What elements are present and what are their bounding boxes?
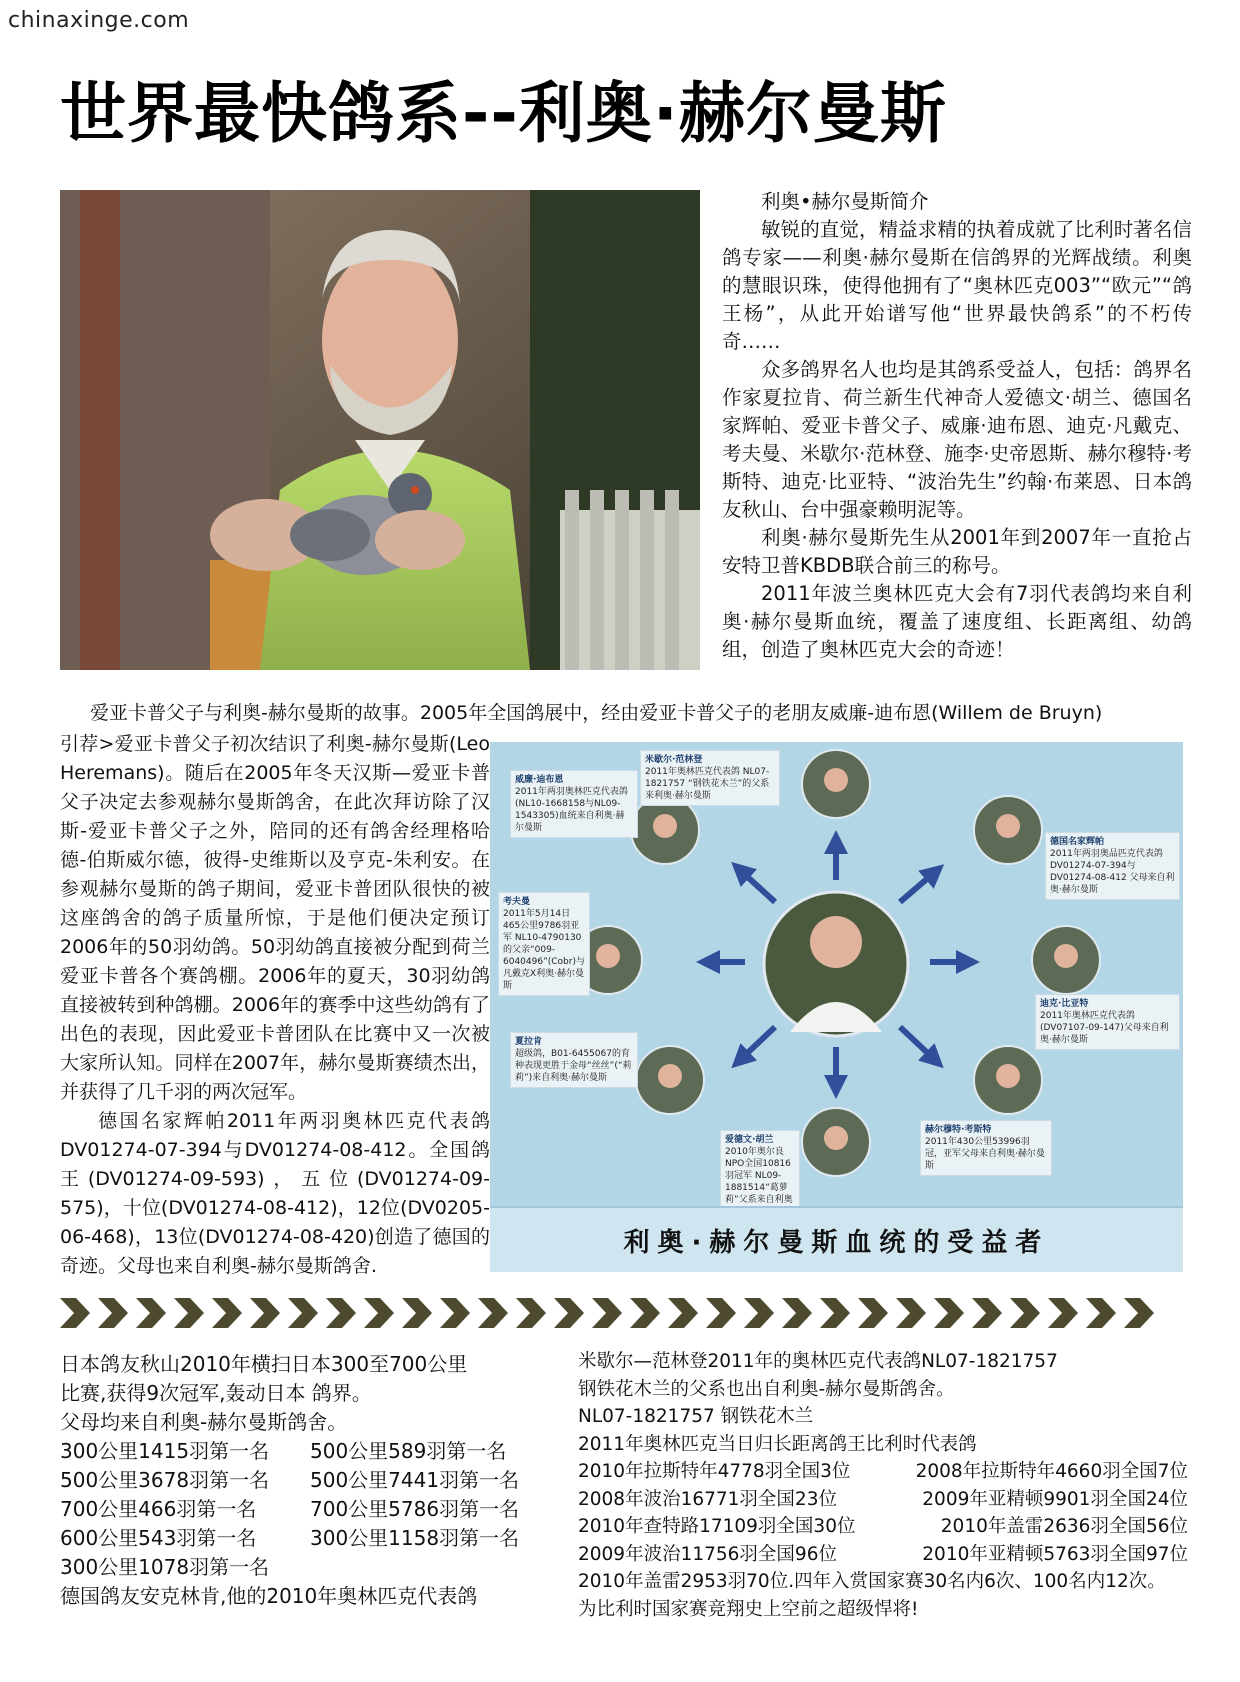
node-label: 迪克·比亚特 2011年奥林匹克代表鸽 (DV07107-09-147)父母来自利奥·赫尔曼斯 [1035, 994, 1180, 1050]
chevron-shape [858, 1298, 888, 1328]
akiyama-section [60, 1350, 560, 1611]
watermark: chinaxinge.com [8, 8, 190, 33]
node-label: 考夫曼 2011年5月14日465公里9786羽亚军 NL10-4790130的父亲“009-6040496”(Cobr)与凡戴克X利奥·赫尔曼斯 [498, 892, 590, 996]
record-row: 2009年波治11756羽全国96位 2010年亚精顿5763羽全国97位 [578, 1543, 1188, 1565]
akiyama-line: 父母均来自利奥-赫尔曼斯鸽舍。 [60, 1410, 348, 1434]
record-row: 500公里3678羽第一名 500公里7441羽第一名 [60, 1468, 520, 1492]
story-lead: 爱亚卡普父子与利奥-赫尔曼斯的故事。2005年全国鸽展中，经由爱亚卡普父子的老朋友威廉-迪布恩(Willem de Bruyn) [90, 702, 1103, 724]
chevron-shape [516, 1298, 546, 1328]
michel-tail: 为比利时国家赛竞翔史上空前之超级悍将! [578, 1598, 919, 1620]
chevron-shape [326, 1298, 356, 1328]
michel-tail: 2010年盖雷2953羽70位.四年入赏国家赛30名内6次、100名内12次。 [578, 1571, 1166, 1592]
chevron-shape [288, 1298, 318, 1328]
michel-line: NL07-1821757 钢铁花木兰 [578, 1406, 814, 1427]
node-label: 爱德文·胡兰 2010年奥尔良NPO全国10816羽冠军 NL09-1881514“葛萝莉”父系来自利奥 [720, 1130, 800, 1222]
chevron-shape [364, 1298, 394, 1328]
intro-paragraph: 2011年波兰奥林匹克大会有7羽代表鸽均来自利奥·赫尔曼斯血统，覆盖了速度组、长距离组、幼鸽组，创造了奥林匹克大会的奇迹！ [722, 582, 1192, 661]
node-label: 夏拉肯 超级鸽，B01-6455067的育种表现更胜于金母“丝丝”(“莉莉”)来自利奥·赫尔曼斯 [510, 1032, 638, 1088]
intro-paragraph: 敏锐的直觉，精益求精的执着成就了比利时著名信鸽专家——利奥·赫尔曼斯在信鸽界的光辉战绩。利奥的慧眼识珠，使得他拥有了“奥林匹克003”“欧元”“鸽王杨”，从此开始谱写他“世界最快鸽系”的不朽传奇…… [722, 218, 1192, 353]
record-row: 600公里543羽第一名 300公里1158羽第一名 [60, 1526, 520, 1550]
record-row: 2008年波治16771羽全国23位 2009年亚精顿9901羽全国24位 [578, 1488, 1188, 1510]
node-label: 威廉·迪布恩 2011年两羽奥林匹克代表鸽(NL10-1668158与NL09-1543305)血统来自利奥·赫尔曼斯 [510, 770, 638, 838]
record-row: 700公里466羽第一名 700公里5786羽第一名 [60, 1497, 520, 1521]
chevron-shape [668, 1298, 698, 1328]
chevron-shape [1086, 1298, 1116, 1328]
chevron-shape [478, 1298, 508, 1328]
akiyama-footer: 德国鸽友安克林肯,他的2010年奥林匹克代表鸽 [60, 1584, 478, 1608]
michel-line: 2011年奥林匹克当日归长距离鸽王比利时代表鸽 [578, 1433, 977, 1455]
chevron-divider [60, 1298, 1180, 1328]
chevron-shape [1048, 1298, 1078, 1328]
chevron-shape [402, 1298, 432, 1328]
node-label: 赫尔穆特·考斯特 2011年430公里53996羽冠，亚军父母来自利奥·赫尔曼斯 [920, 1120, 1052, 1176]
story-paragraph: 引荐>爱亚卡普父子初次结识了利奥-赫尔曼斯(Leo Heremans)。随后在2005年冬天汉斯—爱亚卡普父子决定去参观赫尔曼斯鸽舍，在此次拜访除了汉斯-爱亚卡普父子之外，陪同的还有鸽舍经理格哈德-伯斯威尔德，彼得-史维斯以及亨克-朱利安。在参观赫尔曼斯的鸽子期间，爱亚卡普团队很快的被这座鸽舍的鸽子质量所惊，于是他们便决定预订2006年的50羽幼鸽。50羽幼鸽直接被分配到荷兰爱亚卡普各个赛鸽棚。2006年的夏天，30羽幼鸽直接被转到种鸽棚。2006年的赛季中这些幼鸽有了出色的表现，因此爱亚卡普团队在比赛中又一次被大家所认知。同样在2007年，赫尔曼斯赛绩杰出，并获得了几千羽的两次冠军。 [60, 733, 490, 1103]
chevron-shape [744, 1298, 774, 1328]
akiyama-line: 比赛,获得9次冠军,轰动日本 鸽界。 [60, 1381, 372, 1405]
akiyama-line: 日本鸽友秋山2010年横扫日本300至700公里 [60, 1352, 468, 1376]
page-title: 世界最快鸽系--利奥·赫尔曼斯 [60, 75, 947, 152]
chevron-shape [174, 1298, 204, 1328]
intro-paragraph: 利奥·赫尔曼斯先生从2001年到2007年一直抢占安特卫普KBDB联合前三的称号。 [722, 526, 1192, 577]
chevron-shape [782, 1298, 812, 1328]
beneficiaries-diagram [490, 742, 1183, 1272]
record-row: 2010年拉斯特年4778羽全国3位 2008年拉斯特年4660羽全国7位 [578, 1461, 1188, 1482]
record-row: 300公里1415羽第一名 500公里589羽第一名 [60, 1439, 507, 1463]
node-label: 米歇尔·范林登 2011年奥林匹克代表鸽 NL07-1821757 “钢铁花木兰”的父系来利奥·赫尔曼斯 [640, 750, 780, 806]
chevron-shape [98, 1298, 128, 1328]
intro-heading: 利奥•赫尔曼斯简介 [761, 190, 929, 213]
intro-paragraph: 众多鸽界名人也均是其鸽系受益人，包括：鸽界名作家夏拉肯、荷兰新生代神奇人爱德文·胡兰、德国名家辉帕、爱亚卡普父子、威廉·迪布恩、迪克·凡戴克、考夫曼、米歇尔·范林登、施李·史帝恩斯、赫尔穆特·考斯特、迪克·比亚特、“波治先生”约翰·布莱恩、日本鸽友秋山、台中强豪赖明泥等。 [722, 358, 1192, 521]
story-section [60, 730, 490, 1281]
record-row: 2010年查特路17109羽全国30位 2010年盖雷2636羽全国56位 [578, 1516, 1188, 1537]
chevron-shape [592, 1298, 622, 1328]
node-label: 德国名家辉帕 2011年两羽奥品匹克代表鸽 DV01274-07-394与DV01274-08-412 父母来自利奥·赫尔曼斯 [1045, 832, 1180, 900]
story-paragraph-2: 德国名家辉帕2011年两羽奥林匹克代表鸽DV01274-07-394与DV01274-08-412。全国鸽王(DV01274-09-593)，五位(DV01274-09-575)，十位(DV01274-08-412)，12位(DV0205-06-468)，13位(DV01274-08-420)创造了德国的奇迹。父母也来自利奥-赫尔曼斯鸽舍. [60, 1110, 490, 1277]
chevron-shape [1124, 1298, 1154, 1328]
chevron-shape [212, 1298, 242, 1328]
portrait-photo [60, 190, 700, 670]
chevron-shape [630, 1298, 660, 1328]
portrait-illustration [60, 190, 700, 670]
chevron-shape [896, 1298, 926, 1328]
arrow-down-right [900, 1027, 935, 1060]
diagram-caption: 利奥·赫尔曼斯血统的受益者 [490, 1206, 1183, 1272]
chevron-shape [972, 1298, 1002, 1328]
chevron-shape [706, 1298, 736, 1328]
chevron-shape [934, 1298, 964, 1328]
chevron-shape [554, 1298, 584, 1328]
chevron-shape [440, 1298, 470, 1328]
arrow-up-right [900, 872, 935, 902]
chevron-shape [250, 1298, 280, 1328]
chevron-shape [136, 1298, 166, 1328]
arrow-up-left [740, 870, 775, 902]
chevron-shape [1010, 1298, 1040, 1328]
michel-section [578, 1348, 1188, 1623]
michel-line: 钢铁花木兰的父系也出自利奥-赫尔曼斯鸽舍。 [578, 1378, 955, 1400]
record-row: 300公里1078羽第一名 [60, 1555, 270, 1579]
chevron-shape [820, 1298, 850, 1328]
arrow-down-left [740, 1027, 775, 1060]
michel-line: 米歇尔—范林登2011年的奥林匹克代表鸽NL07-1821757 [578, 1351, 1058, 1372]
chevron-shape [60, 1298, 90, 1328]
intro-section [722, 188, 1192, 664]
